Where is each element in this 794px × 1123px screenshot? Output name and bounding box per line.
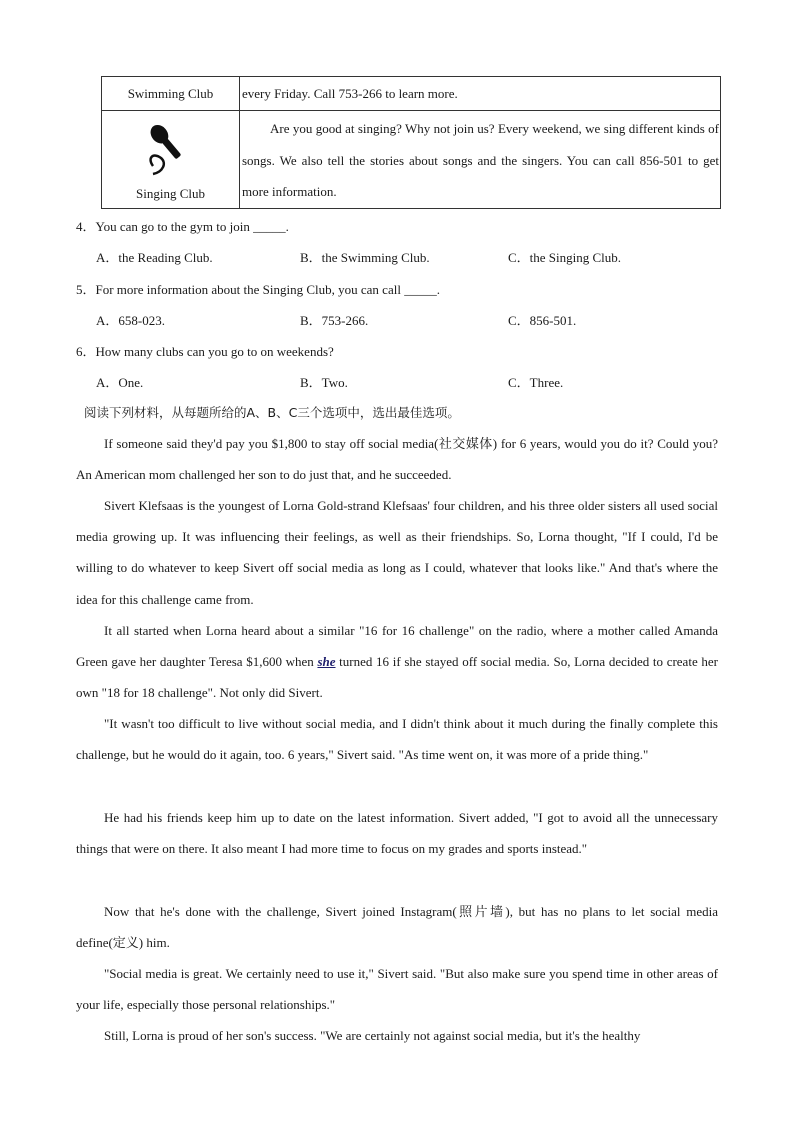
question-6-option-a: A．One. [96, 375, 144, 390]
question-5-option-a: A．658-023. [96, 313, 165, 328]
reading-instruction: 阅读下列材料，从每题所给的A、B、C三个选项中，选出最佳选项。 [84, 405, 460, 420]
question-5-stem: 5．For more information about the Singing Club, you can call _____. [76, 282, 440, 297]
singing-club-label: Singing Club [136, 186, 205, 202]
table-cell-desc [240, 77, 721, 111]
table-cell-club [102, 77, 240, 111]
question-4-stem: 4．You can go to the gym to join _____. [76, 219, 289, 234]
passage-paragraph-2: Sivert Klefsaas is the youngest of Lorna Gold-strand Klefsaas' four children, and his three older sisters all used social media growing up. It was influencing their feelings, as well as their friendships. So, Lorna thought, "If I could, I'd be willing to do whatever to keep Sivert off social media as long as I could, whatever that looks like." And that's where the idea for this challenge came from. [76, 498, 718, 607]
table-row [102, 111, 721, 209]
table-row [102, 77, 721, 111]
singing-club-desc: Are you good at singing? Why not join us? Every weekend, we sing different kinds of songs. We also tell the stories about songs and the singers. You can call 856-501 to get more information. [242, 121, 719, 199]
question-4-option-c: C．the Singing Club. [508, 250, 622, 265]
passage-paragraph-5: He had his friends keep him up to date on the latest information. Sivert added, "I got to avoid all the unnecessary things that were on there. It also meant I had more time to focus on my grades and sports instead." [76, 810, 718, 857]
question-6-option-b: B．Two. [300, 375, 348, 390]
passage-paragraph-6: Now that he's done with the challenge, Sivert joined Instagram(照片墙), but has no plans to let social media define(定义) him. [76, 904, 718, 951]
swimming-club-desc: every Friday. Call 753-266 to learn more. [242, 86, 458, 101]
passage-paragraph-1: If someone said they'd pay you $1,800 to stay off social media(社交媒体) for 6 years, would you do it? Could you? An American mom challenged her son to do just that, and he succeeded. [76, 436, 718, 483]
passage-paragraph-3: It all started when Lorna heard about a similar "16 for 16 challenge" on the radio, where a mother called Amanda Green gave her daughter Teresa $1,600 when she turned 16 if she stayed off social media. So, Lorna decided to create her own "18 for 18 challenge". Not only did Sivert. [76, 623, 718, 701]
question-6-option-c: C．Three. [508, 375, 564, 390]
question-5-option-b: B．753-266. [300, 313, 369, 328]
swimming-club-label: Swimming Club [127, 85, 214, 101]
question-6-stem: 6．How many clubs can you go to on weekends? [76, 344, 334, 359]
passage-paragraph-8: Still, Lorna is proud of her son's success. "We are certainly not against social media, but it's the healthy [104, 1028, 641, 1043]
highlighted-word-she: she [317, 654, 336, 670]
clubs-table [101, 76, 721, 209]
table-cell-club [102, 111, 240, 209]
passage-paragraph-7: "Social media is great. We certainly need to use it," Sivert said. "But also make sure you spend time in other areas of your life, especially those personal relationships." [76, 966, 718, 1013]
passage-paragraph-4: "It wasn't too difficult to live without social media, and I didn't think about it much during the finally complete this challenge, but he would do it again, too. 6 years," Sivert said. "As time went on, it was more of a pride thing." [76, 716, 718, 763]
question-4-option-b: B．the Swimming Club. [300, 250, 430, 265]
table-cell-desc [240, 111, 721, 209]
microphone-icon [143, 118, 199, 178]
question-4-option-a: A．the Reading Club. [96, 250, 213, 265]
question-5-option-c: C．856-501. [508, 313, 577, 328]
